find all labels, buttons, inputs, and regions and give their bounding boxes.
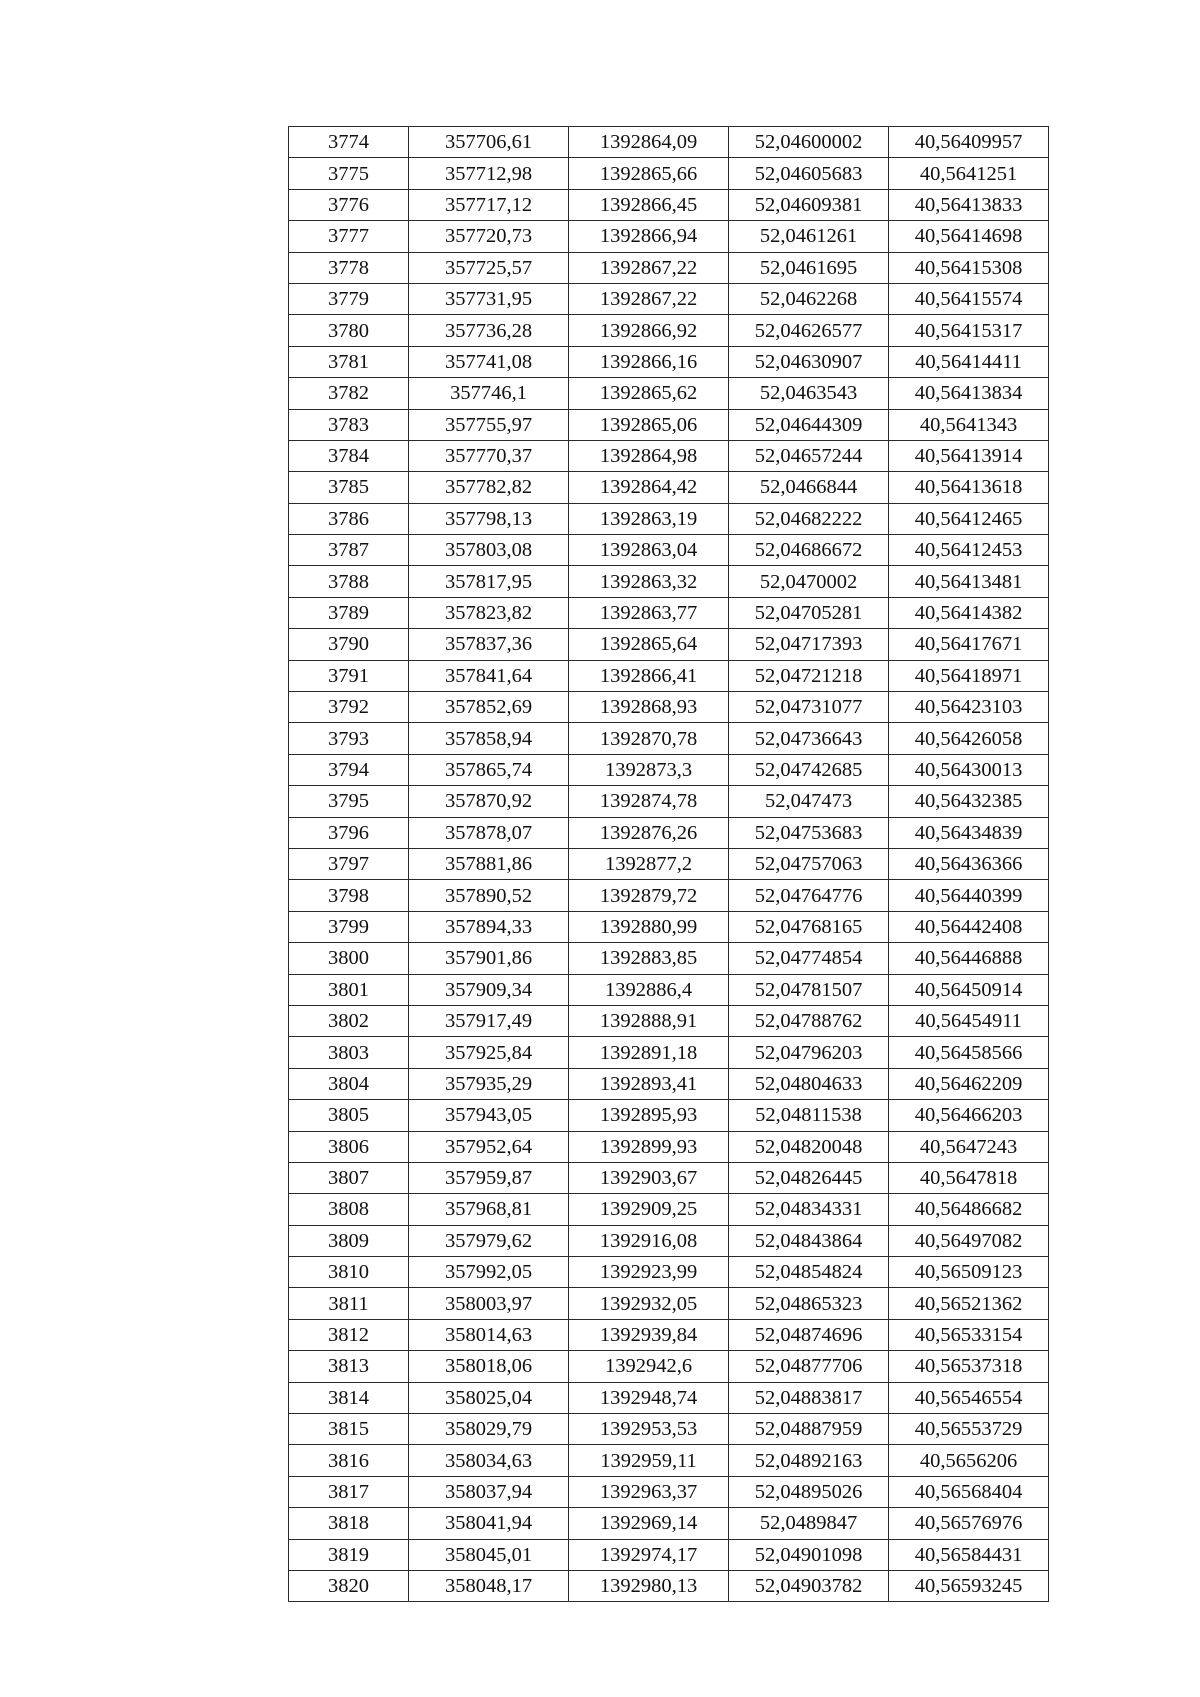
x-coordinate-cell: 357755,97 bbox=[409, 409, 569, 440]
latitude-cell: 52,04820048 bbox=[729, 1131, 889, 1162]
longitude-cell: 40,56418971 bbox=[889, 660, 1049, 691]
point-number-cell: 3814 bbox=[289, 1382, 409, 1413]
point-number-cell: 3782 bbox=[289, 378, 409, 409]
point-number-cell: 3776 bbox=[289, 189, 409, 220]
y-coordinate-cell: 1392876,26 bbox=[569, 817, 729, 848]
latitude-cell: 52,04753683 bbox=[729, 817, 889, 848]
table-row bbox=[289, 974, 1049, 1005]
y-coordinate-cell: 1392888,91 bbox=[569, 1005, 729, 1036]
longitude-cell: 40,56436366 bbox=[889, 848, 1049, 879]
table-row bbox=[289, 723, 1049, 754]
point-number-cell: 3785 bbox=[289, 472, 409, 503]
latitude-cell: 52,04721218 bbox=[729, 660, 889, 691]
latitude-cell: 52,04774854 bbox=[729, 943, 889, 974]
point-number-cell: 3812 bbox=[289, 1319, 409, 1350]
longitude-cell: 40,5647818 bbox=[889, 1162, 1049, 1193]
latitude-cell: 52,0461261 bbox=[729, 221, 889, 252]
y-coordinate-cell: 1392873,3 bbox=[569, 754, 729, 785]
latitude-cell: 52,04788762 bbox=[729, 1005, 889, 1036]
latitude-cell: 52,04609381 bbox=[729, 189, 889, 220]
x-coordinate-cell: 357881,86 bbox=[409, 848, 569, 879]
longitude-cell: 40,56413481 bbox=[889, 566, 1049, 597]
table-row bbox=[289, 1288, 1049, 1319]
longitude-cell: 40,56546554 bbox=[889, 1382, 1049, 1413]
latitude-cell: 52,04686672 bbox=[729, 535, 889, 566]
y-coordinate-cell: 1392880,99 bbox=[569, 911, 729, 942]
table-row bbox=[289, 1351, 1049, 1382]
y-coordinate-cell: 1392866,45 bbox=[569, 189, 729, 220]
table-row bbox=[289, 1162, 1049, 1193]
latitude-cell: 52,04731077 bbox=[729, 692, 889, 723]
x-coordinate-cell: 357803,08 bbox=[409, 535, 569, 566]
point-number-cell: 3791 bbox=[289, 660, 409, 691]
x-coordinate-cell: 358048,17 bbox=[409, 1570, 569, 1601]
latitude-cell: 52,04605683 bbox=[729, 158, 889, 189]
longitude-cell: 40,56430013 bbox=[889, 754, 1049, 785]
latitude-cell: 52,04883817 bbox=[729, 1382, 889, 1413]
x-coordinate-cell: 358034,63 bbox=[409, 1445, 569, 1476]
latitude-cell: 52,04757063 bbox=[729, 848, 889, 879]
longitude-cell: 40,56584431 bbox=[889, 1539, 1049, 1570]
point-number-cell: 3820 bbox=[289, 1570, 409, 1601]
y-coordinate-cell: 1392867,22 bbox=[569, 283, 729, 314]
longitude-cell: 40,56521362 bbox=[889, 1288, 1049, 1319]
y-coordinate-cell: 1392865,64 bbox=[569, 629, 729, 660]
x-coordinate-cell: 357736,28 bbox=[409, 315, 569, 346]
y-coordinate-cell: 1392866,92 bbox=[569, 315, 729, 346]
point-number-cell: 3819 bbox=[289, 1539, 409, 1570]
x-coordinate-cell: 357878,07 bbox=[409, 817, 569, 848]
y-coordinate-cell: 1392866,16 bbox=[569, 346, 729, 377]
x-coordinate-cell: 357890,52 bbox=[409, 880, 569, 911]
x-coordinate-cell: 357782,82 bbox=[409, 472, 569, 503]
y-coordinate-cell: 1392963,37 bbox=[569, 1476, 729, 1507]
x-coordinate-cell: 358014,63 bbox=[409, 1319, 569, 1350]
y-coordinate-cell: 1392895,93 bbox=[569, 1100, 729, 1131]
x-coordinate-cell: 357935,29 bbox=[409, 1068, 569, 1099]
latitude-cell: 52,04854824 bbox=[729, 1257, 889, 1288]
x-coordinate-cell: 357968,81 bbox=[409, 1194, 569, 1225]
table-row bbox=[289, 1225, 1049, 1256]
point-number-cell: 3784 bbox=[289, 440, 409, 471]
longitude-cell: 40,56414411 bbox=[889, 346, 1049, 377]
latitude-cell: 52,04804633 bbox=[729, 1068, 889, 1099]
y-coordinate-cell: 1392942,6 bbox=[569, 1351, 729, 1382]
longitude-cell: 40,56414382 bbox=[889, 597, 1049, 628]
longitude-cell: 40,56553729 bbox=[889, 1414, 1049, 1445]
table-row bbox=[289, 597, 1049, 628]
point-number-cell: 3789 bbox=[289, 597, 409, 628]
x-coordinate-cell: 357712,98 bbox=[409, 158, 569, 189]
y-coordinate-cell: 1392864,42 bbox=[569, 472, 729, 503]
x-coordinate-cell: 357959,87 bbox=[409, 1162, 569, 1193]
y-coordinate-cell: 1392953,53 bbox=[569, 1414, 729, 1445]
point-number-cell: 3817 bbox=[289, 1476, 409, 1507]
longitude-cell: 40,56415317 bbox=[889, 315, 1049, 346]
point-number-cell: 3808 bbox=[289, 1194, 409, 1225]
latitude-cell: 52,04600002 bbox=[729, 127, 889, 158]
longitude-cell: 40,56434839 bbox=[889, 817, 1049, 848]
x-coordinate-cell: 357909,34 bbox=[409, 974, 569, 1005]
point-number-cell: 3794 bbox=[289, 754, 409, 785]
y-coordinate-cell: 1392959,11 bbox=[569, 1445, 729, 1476]
x-coordinate-cell: 357992,05 bbox=[409, 1257, 569, 1288]
longitude-cell: 40,56486682 bbox=[889, 1194, 1049, 1225]
latitude-cell: 52,04874696 bbox=[729, 1319, 889, 1350]
table-row bbox=[289, 692, 1049, 723]
x-coordinate-cell: 357837,36 bbox=[409, 629, 569, 660]
table-row bbox=[289, 503, 1049, 534]
x-coordinate-cell: 357870,92 bbox=[409, 786, 569, 817]
point-number-cell: 3818 bbox=[289, 1508, 409, 1539]
table-row bbox=[289, 754, 1049, 785]
table-row bbox=[289, 1100, 1049, 1131]
longitude-cell: 40,56426058 bbox=[889, 723, 1049, 754]
y-coordinate-cell: 1392948,74 bbox=[569, 1382, 729, 1413]
latitude-cell: 52,04630907 bbox=[729, 346, 889, 377]
point-number-cell: 3793 bbox=[289, 723, 409, 754]
table-row bbox=[289, 315, 1049, 346]
x-coordinate-cell: 357731,95 bbox=[409, 283, 569, 314]
y-coordinate-cell: 1392886,4 bbox=[569, 974, 729, 1005]
table-row bbox=[289, 1539, 1049, 1570]
table-row bbox=[289, 440, 1049, 471]
x-coordinate-cell: 357725,57 bbox=[409, 252, 569, 283]
latitude-cell: 52,04843864 bbox=[729, 1225, 889, 1256]
table-row bbox=[289, 1131, 1049, 1162]
point-number-cell: 3774 bbox=[289, 127, 409, 158]
x-coordinate-cell: 358025,04 bbox=[409, 1382, 569, 1413]
table-row bbox=[289, 911, 1049, 942]
longitude-cell: 40,56412453 bbox=[889, 535, 1049, 566]
longitude-cell: 40,56537318 bbox=[889, 1351, 1049, 1382]
longitude-cell: 40,56414698 bbox=[889, 221, 1049, 252]
x-coordinate-cell: 357720,73 bbox=[409, 221, 569, 252]
y-coordinate-cell: 1392870,78 bbox=[569, 723, 729, 754]
x-coordinate-cell: 357901,86 bbox=[409, 943, 569, 974]
x-coordinate-cell: 357917,49 bbox=[409, 1005, 569, 1036]
point-number-cell: 3795 bbox=[289, 786, 409, 817]
longitude-cell: 40,56415308 bbox=[889, 252, 1049, 283]
x-coordinate-cell: 357823,82 bbox=[409, 597, 569, 628]
table-row bbox=[289, 848, 1049, 879]
x-coordinate-cell: 357952,64 bbox=[409, 1131, 569, 1162]
latitude-cell: 52,0461695 bbox=[729, 252, 889, 283]
table-row bbox=[289, 346, 1049, 377]
point-number-cell: 3804 bbox=[289, 1068, 409, 1099]
table-row bbox=[289, 1508, 1049, 1539]
latitude-cell: 52,04903782 bbox=[729, 1570, 889, 1601]
table-row bbox=[289, 127, 1049, 158]
table-row bbox=[289, 252, 1049, 283]
table-row bbox=[289, 566, 1049, 597]
x-coordinate-cell: 357706,61 bbox=[409, 127, 569, 158]
y-coordinate-cell: 1392879,72 bbox=[569, 880, 729, 911]
latitude-cell: 52,0470002 bbox=[729, 566, 889, 597]
point-number-cell: 3797 bbox=[289, 848, 409, 879]
latitude-cell: 52,04895026 bbox=[729, 1476, 889, 1507]
longitude-cell: 40,56462209 bbox=[889, 1068, 1049, 1099]
point-number-cell: 3809 bbox=[289, 1225, 409, 1256]
y-coordinate-cell: 1392916,08 bbox=[569, 1225, 729, 1256]
latitude-cell: 52,04796203 bbox=[729, 1037, 889, 1068]
y-coordinate-cell: 1392893,41 bbox=[569, 1068, 729, 1099]
table-row bbox=[289, 189, 1049, 220]
longitude-cell: 40,56533154 bbox=[889, 1319, 1049, 1350]
latitude-cell: 52,04682222 bbox=[729, 503, 889, 534]
table-row bbox=[289, 1570, 1049, 1601]
longitude-cell: 40,5641343 bbox=[889, 409, 1049, 440]
point-number-cell: 3796 bbox=[289, 817, 409, 848]
latitude-cell: 52,04877706 bbox=[729, 1351, 889, 1382]
point-number-cell: 3788 bbox=[289, 566, 409, 597]
x-coordinate-cell: 357798,13 bbox=[409, 503, 569, 534]
y-coordinate-cell: 1392899,93 bbox=[569, 1131, 729, 1162]
x-coordinate-cell: 357979,62 bbox=[409, 1225, 569, 1256]
y-coordinate-cell: 1392932,05 bbox=[569, 1288, 729, 1319]
longitude-cell: 40,56415574 bbox=[889, 283, 1049, 314]
longitude-cell: 40,56440399 bbox=[889, 880, 1049, 911]
x-coordinate-cell: 358037,94 bbox=[409, 1476, 569, 1507]
longitude-cell: 40,56413833 bbox=[889, 189, 1049, 220]
x-coordinate-cell: 357865,74 bbox=[409, 754, 569, 785]
longitude-cell: 40,56423103 bbox=[889, 692, 1049, 723]
longitude-cell: 40,56442408 bbox=[889, 911, 1049, 942]
latitude-cell: 52,04626577 bbox=[729, 315, 889, 346]
x-coordinate-cell: 358041,94 bbox=[409, 1508, 569, 1539]
latitude-cell: 52,04736643 bbox=[729, 723, 889, 754]
longitude-cell: 40,56432385 bbox=[889, 786, 1049, 817]
longitude-cell: 40,56446888 bbox=[889, 943, 1049, 974]
longitude-cell: 40,56413834 bbox=[889, 378, 1049, 409]
y-coordinate-cell: 1392980,13 bbox=[569, 1570, 729, 1601]
point-number-cell: 3798 bbox=[289, 880, 409, 911]
latitude-cell: 52,04834331 bbox=[729, 1194, 889, 1225]
point-number-cell: 3777 bbox=[289, 221, 409, 252]
y-coordinate-cell: 1392939,84 bbox=[569, 1319, 729, 1350]
x-coordinate-cell: 358018,06 bbox=[409, 1351, 569, 1382]
y-coordinate-cell: 1392868,93 bbox=[569, 692, 729, 723]
table-row bbox=[289, 409, 1049, 440]
y-coordinate-cell: 1392866,94 bbox=[569, 221, 729, 252]
point-number-cell: 3781 bbox=[289, 346, 409, 377]
y-coordinate-cell: 1392863,04 bbox=[569, 535, 729, 566]
longitude-cell: 40,56497082 bbox=[889, 1225, 1049, 1256]
longitude-cell: 40,56412465 bbox=[889, 503, 1049, 534]
latitude-cell: 52,04644309 bbox=[729, 409, 889, 440]
latitude-cell: 52,0463543 bbox=[729, 378, 889, 409]
longitude-cell: 40,56568404 bbox=[889, 1476, 1049, 1507]
x-coordinate-cell: 357852,69 bbox=[409, 692, 569, 723]
latitude-cell: 52,04768165 bbox=[729, 911, 889, 942]
x-coordinate-cell: 357741,08 bbox=[409, 346, 569, 377]
point-number-cell: 3775 bbox=[289, 158, 409, 189]
y-coordinate-cell: 1392909,25 bbox=[569, 1194, 729, 1225]
point-number-cell: 3786 bbox=[289, 503, 409, 534]
point-number-cell: 3802 bbox=[289, 1005, 409, 1036]
longitude-cell: 40,5656206 bbox=[889, 1445, 1049, 1476]
table-row bbox=[289, 535, 1049, 566]
y-coordinate-cell: 1392867,22 bbox=[569, 252, 729, 283]
y-coordinate-cell: 1392974,17 bbox=[569, 1539, 729, 1570]
latitude-cell: 52,04657244 bbox=[729, 440, 889, 471]
table-row bbox=[289, 786, 1049, 817]
y-coordinate-cell: 1392863,77 bbox=[569, 597, 729, 628]
latitude-cell: 52,0466844 bbox=[729, 472, 889, 503]
x-coordinate-cell: 357943,05 bbox=[409, 1100, 569, 1131]
x-coordinate-cell: 357770,37 bbox=[409, 440, 569, 471]
coordinates-table bbox=[288, 126, 1049, 1602]
longitude-cell: 40,5647243 bbox=[889, 1131, 1049, 1162]
point-number-cell: 3803 bbox=[289, 1037, 409, 1068]
longitude-cell: 40,56509123 bbox=[889, 1257, 1049, 1288]
y-coordinate-cell: 1392923,99 bbox=[569, 1257, 729, 1288]
latitude-cell: 52,04892163 bbox=[729, 1445, 889, 1476]
x-coordinate-cell: 357894,33 bbox=[409, 911, 569, 942]
table-row bbox=[289, 1005, 1049, 1036]
table-row bbox=[289, 1037, 1049, 1068]
latitude-cell: 52,04717393 bbox=[729, 629, 889, 660]
point-number-cell: 3779 bbox=[289, 283, 409, 314]
point-number-cell: 3787 bbox=[289, 535, 409, 566]
y-coordinate-cell: 1392883,85 bbox=[569, 943, 729, 974]
longitude-cell: 40,56458566 bbox=[889, 1037, 1049, 1068]
point-number-cell: 3815 bbox=[289, 1414, 409, 1445]
table-row bbox=[289, 943, 1049, 974]
x-coordinate-cell: 357858,94 bbox=[409, 723, 569, 754]
table-row bbox=[289, 880, 1049, 911]
coordinates-table-body bbox=[289, 127, 1049, 1602]
table-row bbox=[289, 817, 1049, 848]
y-coordinate-cell: 1392866,41 bbox=[569, 660, 729, 691]
x-coordinate-cell: 357817,95 bbox=[409, 566, 569, 597]
table-row bbox=[289, 629, 1049, 660]
point-number-cell: 3790 bbox=[289, 629, 409, 660]
point-number-cell: 3800 bbox=[289, 943, 409, 974]
point-number-cell: 3810 bbox=[289, 1257, 409, 1288]
longitude-cell: 40,56409957 bbox=[889, 127, 1049, 158]
x-coordinate-cell: 358045,01 bbox=[409, 1539, 569, 1570]
x-coordinate-cell: 358029,79 bbox=[409, 1414, 569, 1445]
y-coordinate-cell: 1392891,18 bbox=[569, 1037, 729, 1068]
point-number-cell: 3813 bbox=[289, 1351, 409, 1382]
longitude-cell: 40,56450914 bbox=[889, 974, 1049, 1005]
x-coordinate-cell: 357841,64 bbox=[409, 660, 569, 691]
x-coordinate-cell: 357717,12 bbox=[409, 189, 569, 220]
table-row bbox=[289, 378, 1049, 409]
table-row bbox=[289, 1257, 1049, 1288]
x-coordinate-cell: 358003,97 bbox=[409, 1288, 569, 1319]
table-row bbox=[289, 1319, 1049, 1350]
latitude-cell: 52,04901098 bbox=[729, 1539, 889, 1570]
table-row bbox=[289, 1382, 1049, 1413]
x-coordinate-cell: 357925,84 bbox=[409, 1037, 569, 1068]
latitude-cell: 52,04742685 bbox=[729, 754, 889, 785]
point-number-cell: 3806 bbox=[289, 1131, 409, 1162]
longitude-cell: 40,56576976 bbox=[889, 1508, 1049, 1539]
latitude-cell: 52,04811538 bbox=[729, 1100, 889, 1131]
y-coordinate-cell: 1392874,78 bbox=[569, 786, 729, 817]
point-number-cell: 3807 bbox=[289, 1162, 409, 1193]
longitude-cell: 40,56454911 bbox=[889, 1005, 1049, 1036]
latitude-cell: 52,04887959 bbox=[729, 1414, 889, 1445]
latitude-cell: 52,04705281 bbox=[729, 597, 889, 628]
table-row bbox=[289, 1476, 1049, 1507]
latitude-cell: 52,04865323 bbox=[729, 1288, 889, 1319]
y-coordinate-cell: 1392969,14 bbox=[569, 1508, 729, 1539]
latitude-cell: 52,04781507 bbox=[729, 974, 889, 1005]
y-coordinate-cell: 1392877,2 bbox=[569, 848, 729, 879]
point-number-cell: 3783 bbox=[289, 409, 409, 440]
table-row bbox=[289, 158, 1049, 189]
point-number-cell: 3811 bbox=[289, 1288, 409, 1319]
point-number-cell: 3805 bbox=[289, 1100, 409, 1131]
latitude-cell: 52,0489847 bbox=[729, 1508, 889, 1539]
longitude-cell: 40,56413914 bbox=[889, 440, 1049, 471]
longitude-cell: 40,56413618 bbox=[889, 472, 1049, 503]
longitude-cell: 40,56417671 bbox=[889, 629, 1049, 660]
longitude-cell: 40,5641251 bbox=[889, 158, 1049, 189]
longitude-cell: 40,56466203 bbox=[889, 1100, 1049, 1131]
table-row bbox=[289, 660, 1049, 691]
table-row bbox=[289, 472, 1049, 503]
table-row bbox=[289, 1194, 1049, 1225]
table-row bbox=[289, 221, 1049, 252]
y-coordinate-cell: 1392864,98 bbox=[569, 440, 729, 471]
table-row bbox=[289, 1445, 1049, 1476]
point-number-cell: 3778 bbox=[289, 252, 409, 283]
table-row bbox=[289, 283, 1049, 314]
latitude-cell: 52,0462268 bbox=[729, 283, 889, 314]
x-coordinate-cell: 357746,1 bbox=[409, 378, 569, 409]
point-number-cell: 3799 bbox=[289, 911, 409, 942]
latitude-cell: 52,04826445 bbox=[729, 1162, 889, 1193]
y-coordinate-cell: 1392864,09 bbox=[569, 127, 729, 158]
point-number-cell: 3792 bbox=[289, 692, 409, 723]
point-number-cell: 3780 bbox=[289, 315, 409, 346]
y-coordinate-cell: 1392863,19 bbox=[569, 503, 729, 534]
longitude-cell: 40,56593245 bbox=[889, 1570, 1049, 1601]
table-row bbox=[289, 1068, 1049, 1099]
y-coordinate-cell: 1392863,32 bbox=[569, 566, 729, 597]
point-number-cell: 3801 bbox=[289, 974, 409, 1005]
y-coordinate-cell: 1392865,66 bbox=[569, 158, 729, 189]
y-coordinate-cell: 1392865,06 bbox=[569, 409, 729, 440]
latitude-cell: 52,047473 bbox=[729, 786, 889, 817]
table-row bbox=[289, 1414, 1049, 1445]
point-number-cell: 3816 bbox=[289, 1445, 409, 1476]
latitude-cell: 52,04764776 bbox=[729, 880, 889, 911]
y-coordinate-cell: 1392903,67 bbox=[569, 1162, 729, 1193]
y-coordinate-cell: 1392865,62 bbox=[569, 378, 729, 409]
